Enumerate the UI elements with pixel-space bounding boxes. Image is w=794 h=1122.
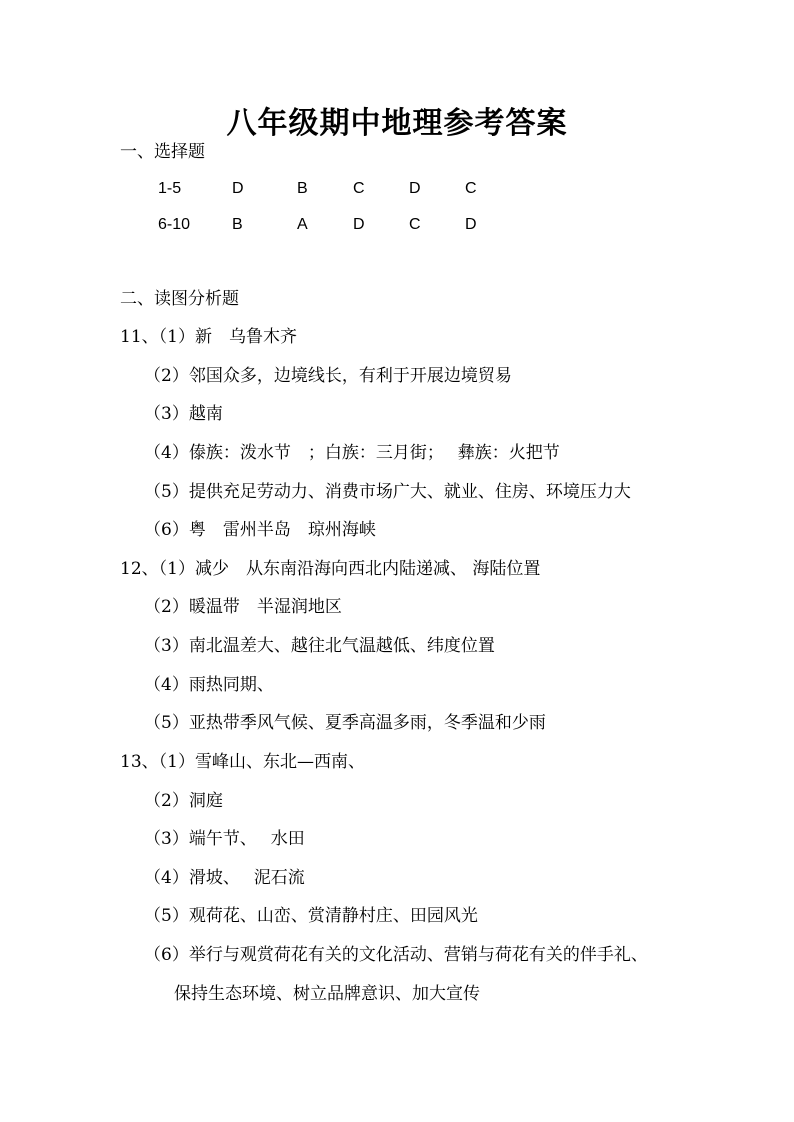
answer-line: 11、（1）新 乌鲁木齐 — [120, 327, 297, 347]
answer-line: 保持生态环境、树立品牌意识、加大宣传 — [174, 984, 480, 1004]
mc-answer: D — [409, 180, 421, 197]
answer-line: 13、（1）雪峰山、东北—西南、 — [120, 752, 365, 772]
page-title: 八年级期中地理参考答案 — [226, 106, 568, 141]
mc-answer: B — [232, 216, 243, 233]
section-heading-choice: 一、选择题 — [120, 142, 205, 162]
answer-line: （4）雨热同期、 — [144, 675, 274, 695]
mc-answer: C — [409, 216, 421, 233]
answer-line: 12、（1）减少 从东南沿海向西北内陆递减、 海陆位置 — [120, 559, 541, 579]
answer-line: （5）提供充足劳动力、消费市场广大、就业、住房、环境压力大 — [144, 482, 631, 502]
answer-line: （6）粤 雷州半岛 琼州海峡 — [144, 520, 376, 540]
answer-line: （4）傣族：泼水节 ；白族：三月街； 彝族：火把节 — [144, 443, 560, 463]
section-heading-analysis: 二、读图分析题 — [120, 289, 239, 309]
mc-answer: D — [232, 180, 244, 197]
mc-answer: C — [465, 180, 477, 197]
answer-line: （3）端午节、 水田 — [144, 829, 305, 849]
mc-answer: A — [297, 216, 308, 233]
answer-line: （2）暖温带 半湿润地区 — [144, 597, 342, 617]
answer-line: （5）亚热带季风气候、夏季高温多雨，冬季温和少雨 — [144, 713, 546, 733]
mc-answer: C — [353, 180, 365, 197]
mc-answer: B — [297, 180, 308, 197]
mc-answer: D — [353, 216, 365, 233]
answer-line: （2）邻国众多，边境线长，有利于开展边境贸易 — [144, 366, 512, 386]
mc-range-2: 6-10 — [158, 216, 191, 233]
answer-line: （4）滑坡、 泥石流 — [144, 868, 305, 888]
answer-line: （3）南北温差大、越往北气温越低、纬度位置 — [144, 636, 495, 656]
answer-line: （3）越南 — [144, 404, 223, 424]
answer-line: （5）观荷花、山峦、赏清静村庄、田园风光 — [144, 906, 478, 926]
mc-answer: D — [465, 216, 477, 233]
answer-line: （6）举行与观赏荷花有关的文化活动、营销与荷花有关的伴手礼、 — [144, 945, 648, 965]
answer-line: （2）洞庭 — [144, 791, 223, 811]
mc-range-1: 1-5 — [158, 180, 182, 197]
